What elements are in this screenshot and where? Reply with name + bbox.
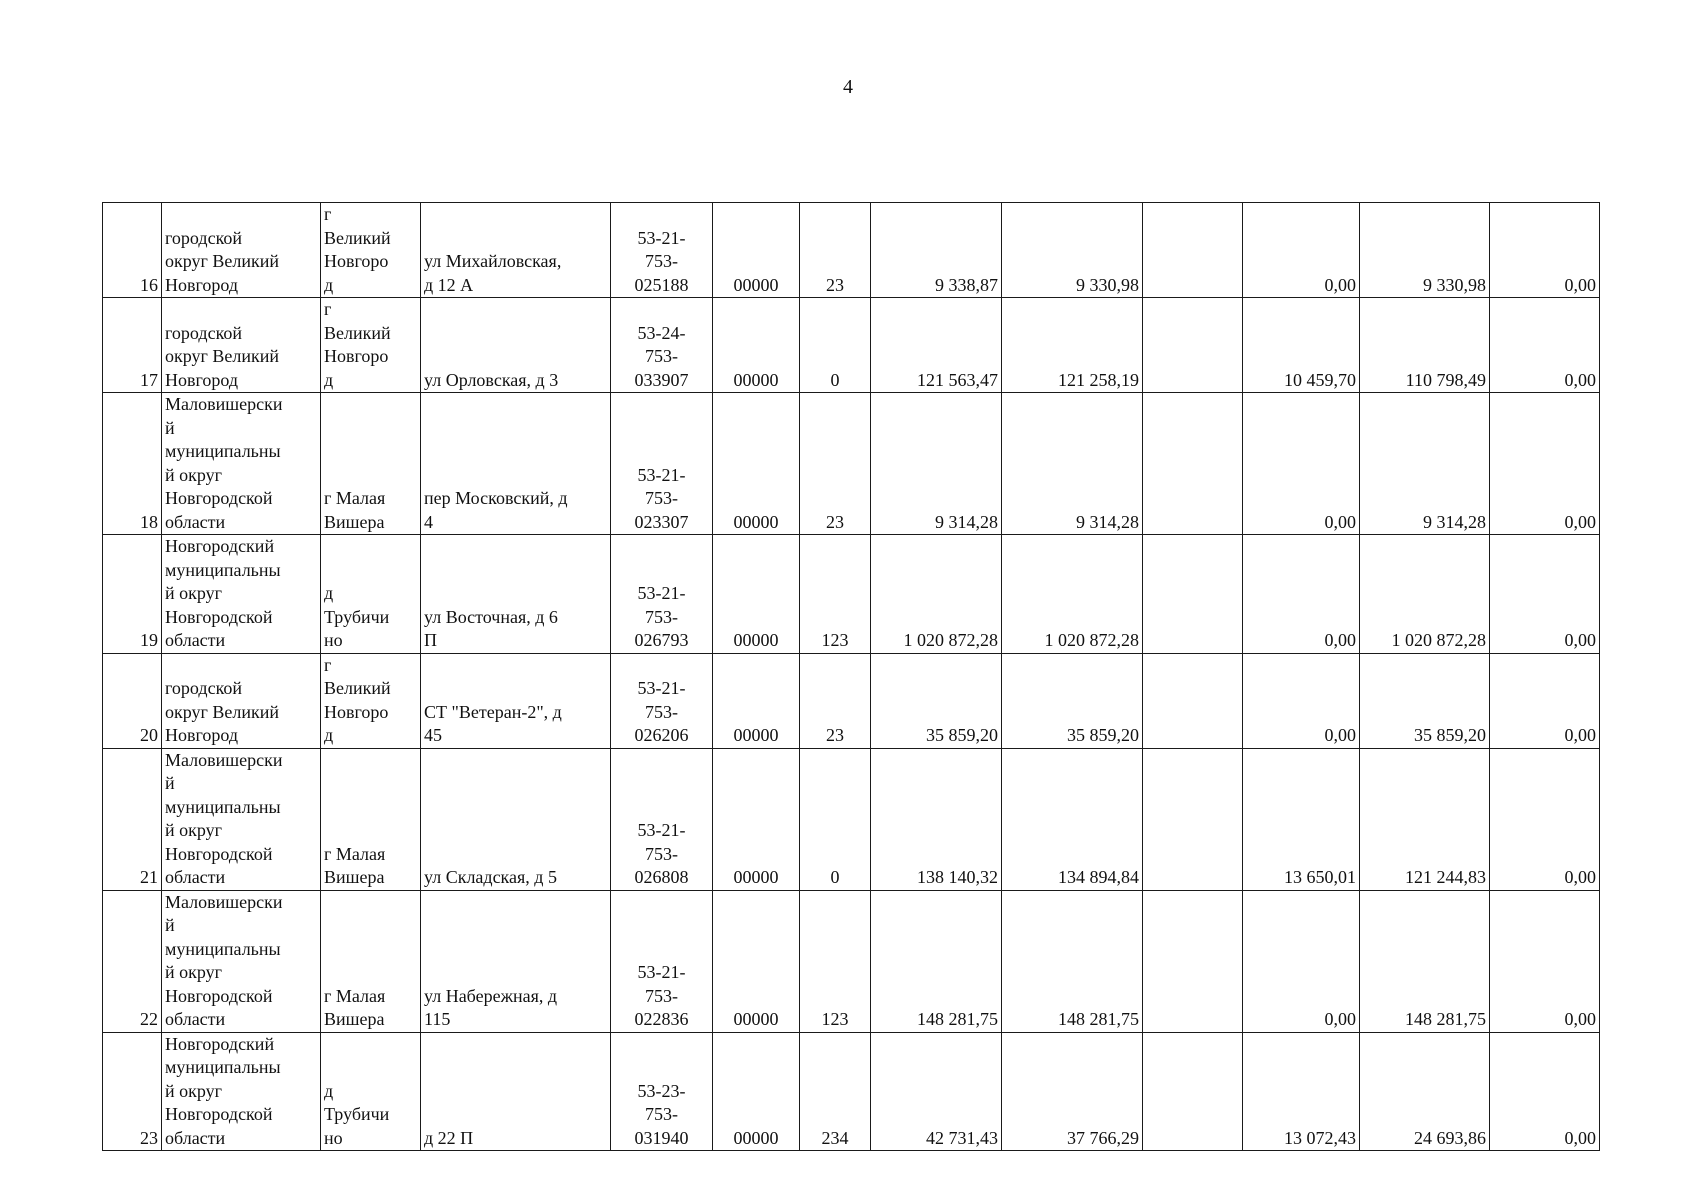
district-cell-line: й округ — [165, 820, 223, 840]
code-cell-line: 53-21- — [637, 678, 686, 698]
address-cell-line: 115 — [424, 1009, 451, 1029]
district-cell-line: Маловишерски — [165, 394, 283, 414]
amount-col6-cell: 0,00 — [1490, 298, 1600, 393]
district-cell-line: Новгородский — [165, 536, 275, 556]
amount-col6-cell: 0,00 — [1490, 535, 1600, 654]
district-cell-line: Новгород — [165, 725, 239, 745]
district-cell-line: муниципальны — [165, 441, 281, 461]
address-cell — [421, 1032, 611, 1151]
code-cell-line: 753- — [645, 606, 678, 627]
amount-paid-cell: 9 314,28 — [1002, 393, 1143, 535]
address-cell-line: пер Московский, д — [424, 488, 568, 508]
district-cell — [162, 748, 321, 890]
address-cell-line: 45 — [424, 725, 442, 745]
locality-cell — [321, 203, 421, 298]
locality-cell — [321, 890, 421, 1032]
amount-paid-cell: 148 281,75 — [1002, 890, 1143, 1032]
locality-cell-line: г Малая — [324, 488, 386, 508]
amount-paid-cell: 9 330,98 — [1002, 203, 1143, 298]
code-cell — [611, 535, 713, 654]
locality-cell-line: Трубичи — [324, 1104, 390, 1124]
address-cell-line: 4 — [424, 511, 433, 532]
table-row — [103, 748, 1600, 890]
district-cell-line: области — [165, 630, 226, 650]
amount-empty-cell — [1143, 393, 1243, 535]
district-cell-line: й — [165, 417, 175, 438]
code-cell-line: 53-23- — [637, 1080, 686, 1101]
amount-col6-cell: 0,00 — [1490, 203, 1600, 298]
code-cell — [611, 653, 713, 748]
amount-total-cell: 148 281,75 — [871, 890, 1002, 1032]
code-cell-line: 753- — [645, 1104, 678, 1124]
district-cell-line: й округ — [165, 583, 223, 603]
code-cell-line: 023307 — [634, 511, 689, 532]
amount-empty-cell — [1143, 890, 1243, 1032]
locality-cell-line: Новгоро — [324, 701, 389, 722]
district-cell-line: городской — [165, 322, 243, 343]
table-row — [103, 393, 1600, 535]
code-cell-line: 026793 — [634, 630, 689, 650]
address-cell-line: ул Набережная, д — [424, 985, 558, 1006]
amount-total-cell: 1 020 872,28 — [871, 535, 1002, 654]
district-cell — [162, 890, 321, 1032]
district-cell-line: Новгородской — [165, 1104, 273, 1124]
row-number-cell: 22 — [103, 890, 162, 1032]
district-cell-line: области — [165, 867, 226, 887]
district-cell-line: Новгородской — [165, 488, 273, 508]
code-suffix-cell: 00000 — [713, 1032, 800, 1151]
locality-cell-line: г Малая — [324, 843, 386, 864]
row-number-cell: 23 — [103, 1032, 162, 1151]
amount-col6-cell: 0,00 — [1490, 1032, 1600, 1151]
amount-empty-cell — [1143, 298, 1243, 393]
district-cell-line: Новгородской — [165, 985, 273, 1006]
address-cell — [421, 890, 611, 1032]
district-cell-line: Новгородский — [165, 1033, 275, 1054]
locality-cell-line: Трубичи — [324, 606, 390, 627]
address-cell-line: ул Восточная, д 6 — [424, 606, 558, 627]
category-cell: 0 — [800, 298, 871, 393]
code-cell-line: 53-21- — [637, 227, 686, 248]
address-cell — [421, 535, 611, 654]
locality-cell — [321, 653, 421, 748]
locality-cell-line: Вишера — [324, 1009, 385, 1029]
amount-col4-cell: 0,00 — [1243, 535, 1360, 654]
locality-cell-line: г Малая — [324, 985, 386, 1006]
category-cell: 23 — [800, 203, 871, 298]
locality-cell-line: Великий — [324, 322, 391, 343]
district-cell-line: области — [165, 1009, 226, 1029]
district-cell — [162, 1032, 321, 1151]
amount-total-cell: 138 140,32 — [871, 748, 1002, 890]
locality-cell-line: Великий — [324, 678, 391, 698]
district-cell-line: округ Великий — [165, 701, 280, 722]
amount-paid-cell: 35 859,20 — [1002, 653, 1143, 748]
address-cell-line: ул Михайловская, — [424, 251, 562, 271]
code-cell-line: 753- — [645, 985, 678, 1006]
amount-total-cell: 121 563,47 — [871, 298, 1002, 393]
district-cell-line: муниципальны — [165, 796, 281, 817]
district-cell-line: области — [165, 511, 226, 532]
locality-cell-line: г — [324, 204, 332, 224]
category-cell: 0 — [800, 748, 871, 890]
locality-cell — [321, 1032, 421, 1151]
locality-cell-line: Вишера — [324, 511, 385, 532]
code-cell-line: 022836 — [634, 1009, 689, 1029]
code-cell-line: 53-21- — [637, 583, 686, 603]
district-cell — [162, 298, 321, 393]
locality-cell — [321, 535, 421, 654]
district-cell-line: й округ — [165, 464, 223, 485]
amount-paid-cell: 121 258,19 — [1002, 298, 1143, 393]
row-number-cell: 20 — [103, 653, 162, 748]
code-cell-line: 026206 — [634, 725, 689, 745]
code-cell-line: 753- — [645, 843, 678, 864]
locality-cell-line: но — [324, 1127, 343, 1148]
address-cell-line: П — [424, 630, 437, 650]
district-cell-line: муниципальны — [165, 938, 281, 959]
amount-total-cell: 35 859,20 — [871, 653, 1002, 748]
address-cell-line: д 12 А — [424, 274, 474, 295]
code-cell — [611, 298, 713, 393]
amount-col5-cell: 110 798,49 — [1360, 298, 1490, 393]
code-cell — [611, 203, 713, 298]
code-cell-line: 753- — [645, 488, 678, 508]
amount-paid-cell: 134 894,84 — [1002, 748, 1143, 890]
locality-cell-line: д — [324, 274, 334, 295]
district-cell-line: Новгородской — [165, 606, 273, 627]
amount-empty-cell — [1143, 535, 1243, 654]
amount-col6-cell: 0,00 — [1490, 653, 1600, 748]
category-cell: 123 — [800, 890, 871, 1032]
district-cell-line: округ Великий — [165, 251, 280, 271]
row-number-cell: 16 — [103, 203, 162, 298]
table-row — [103, 1032, 1600, 1151]
district-cell-line: области — [165, 1127, 226, 1148]
amount-col6-cell: 0,00 — [1490, 890, 1600, 1032]
table-row — [103, 298, 1600, 393]
page-number: 4 — [843, 76, 853, 98]
code-cell — [611, 748, 713, 890]
category-cell: 234 — [800, 1032, 871, 1151]
code-cell — [611, 393, 713, 535]
locality-cell-line: Великий — [324, 227, 391, 248]
locality-cell-line: д — [324, 583, 334, 603]
address-cell — [421, 203, 611, 298]
category-cell: 123 — [800, 535, 871, 654]
amount-empty-cell — [1143, 203, 1243, 298]
amount-empty-cell — [1143, 653, 1243, 748]
code-suffix-cell: 00000 — [713, 298, 800, 393]
code-cell-line: 53-24- — [637, 322, 686, 343]
amount-paid-cell: 37 766,29 — [1002, 1032, 1143, 1151]
address-cell — [421, 653, 611, 748]
amount-paid-cell: 1 020 872,28 — [1002, 535, 1143, 654]
code-suffix-cell: 00000 — [713, 748, 800, 890]
amount-col4-cell: 0,00 — [1243, 203, 1360, 298]
district-cell-line: муниципальны — [165, 1057, 281, 1077]
district-cell — [162, 653, 321, 748]
amount-total-cell: 42 731,43 — [871, 1032, 1002, 1151]
amount-col5-cell: 9 330,98 — [1360, 203, 1490, 298]
district-cell-line: й округ — [165, 1080, 223, 1101]
table-row — [103, 890, 1600, 1032]
code-suffix-cell: 00000 — [713, 890, 800, 1032]
district-cell-line: городской — [165, 678, 243, 698]
locality-cell-line: г — [324, 654, 332, 675]
code-cell — [611, 890, 713, 1032]
district-cell-line: Новгород — [165, 274, 239, 295]
code-cell-line: 031940 — [634, 1127, 689, 1148]
amount-col5-cell: 24 693,86 — [1360, 1032, 1490, 1151]
table-row — [103, 653, 1600, 748]
amount-col5-cell: 148 281,75 — [1360, 890, 1490, 1032]
address-cell — [421, 748, 611, 890]
code-suffix-cell: 00000 — [713, 653, 800, 748]
code-cell-line: 026808 — [634, 867, 689, 887]
category-cell: 23 — [800, 653, 871, 748]
amount-col6-cell: 0,00 — [1490, 748, 1600, 890]
code-suffix-cell: 00000 — [713, 535, 800, 654]
code-cell-line: 033907 — [634, 369, 689, 390]
code-cell-line: 753- — [645, 346, 678, 366]
locality-cell-line: но — [324, 630, 343, 650]
locality-cell-line: д — [324, 725, 334, 745]
district-cell-line: й — [165, 773, 175, 793]
district-cell-line: Новгородской — [165, 843, 273, 864]
amount-col5-cell: 1 020 872,28 — [1360, 535, 1490, 654]
table-body — [103, 203, 1600, 1151]
district-cell — [162, 393, 321, 535]
locality-cell-line: д — [324, 369, 334, 390]
address-cell — [421, 393, 611, 535]
amount-col4-cell: 0,00 — [1243, 393, 1360, 535]
amount-col4-cell: 13 072,43 — [1243, 1032, 1360, 1151]
amount-col4-cell: 0,00 — [1243, 890, 1360, 1032]
locality-cell-line: Вишера — [324, 867, 385, 887]
district-cell-line: городской — [165, 227, 243, 248]
code-cell-line: 53-21- — [637, 464, 686, 485]
code-suffix-cell: 00000 — [713, 393, 800, 535]
code-cell-line: 025188 — [634, 274, 689, 295]
locality-cell — [321, 393, 421, 535]
locality-cell-line: Новгоро — [324, 346, 389, 366]
district-cell-line: муниципальны — [165, 559, 281, 580]
code-cell-line: 53-21- — [637, 820, 686, 840]
amount-col4-cell: 10 459,70 — [1243, 298, 1360, 393]
address-cell-line: д 22 П — [424, 1127, 474, 1148]
district-cell-line: й — [165, 915, 175, 935]
address-cell-line: СТ "Ветеран-2", д — [424, 701, 562, 722]
code-suffix-cell: 00000 — [713, 203, 800, 298]
amount-empty-cell — [1143, 1032, 1243, 1151]
code-cell — [611, 1032, 713, 1151]
table-row — [103, 535, 1600, 654]
locality-cell-line: г — [324, 299, 332, 319]
amount-col5-cell: 121 244,83 — [1360, 748, 1490, 890]
amount-empty-cell — [1143, 748, 1243, 890]
amount-col5-cell: 9 314,28 — [1360, 393, 1490, 535]
district-cell — [162, 535, 321, 654]
address-cell — [421, 298, 611, 393]
row-number-cell: 18 — [103, 393, 162, 535]
amount-col6-cell: 0,00 — [1490, 393, 1600, 535]
locality-cell-line: д — [324, 1080, 334, 1101]
district-cell-line: Маловишерски — [165, 749, 283, 770]
address-cell-line: ул Складская, д 5 — [424, 867, 557, 887]
address-cell-line: ул Орловская, д 3 — [424, 369, 559, 390]
amount-col4-cell: 0,00 — [1243, 653, 1360, 748]
row-number-cell: 19 — [103, 535, 162, 654]
data-table — [102, 202, 1600, 1151]
locality-cell-line: Новгоро — [324, 251, 389, 271]
code-cell-line: 53-21- — [637, 962, 686, 982]
locality-cell — [321, 748, 421, 890]
row-number-cell: 17 — [103, 298, 162, 393]
locality-cell — [321, 298, 421, 393]
code-cell-line: 753- — [645, 251, 678, 271]
amount-total-cell: 9 314,28 — [871, 393, 1002, 535]
code-cell-line: 753- — [645, 701, 678, 722]
district-cell — [162, 203, 321, 298]
amount-total-cell: 9 338,87 — [871, 203, 1002, 298]
row-number-cell: 21 — [103, 748, 162, 890]
district-cell-line: округ Великий — [165, 346, 280, 366]
district-cell-line: Маловишерски — [165, 891, 283, 912]
district-cell-line: й округ — [165, 962, 223, 982]
amount-col5-cell: 35 859,20 — [1360, 653, 1490, 748]
amount-col4-cell: 13 650,01 — [1243, 748, 1360, 890]
category-cell: 23 — [800, 393, 871, 535]
district-cell-line: Новгород — [165, 369, 239, 390]
table-row — [103, 203, 1600, 298]
